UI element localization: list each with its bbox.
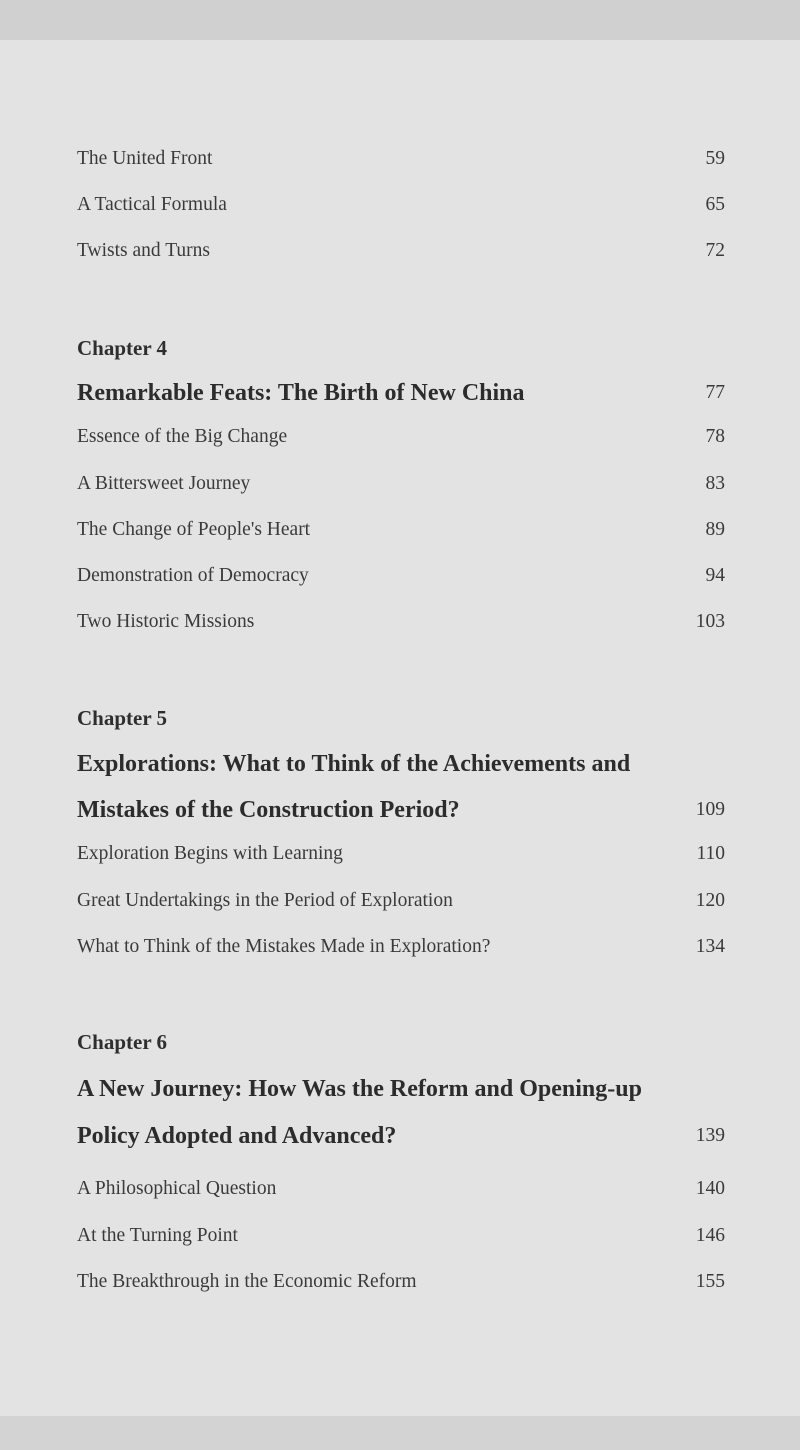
toc-entry-page: 155 [695,1271,725,1292]
toc-entry-title: The Breakthrough in the Economic Reform [77,1271,417,1292]
toc-entry-title: Two Historic Missions [77,611,255,632]
page-bottom-edge [0,1416,800,1450]
toc-row [77,240,725,274]
toc-entry-page: 83 [705,473,725,494]
toc-entry-page: 59 [705,148,725,169]
page-top-edge [0,0,800,40]
chapter-6-title-line2: Policy Adopted and Advanced? [77,1123,397,1149]
toc-row [77,1225,725,1259]
toc-row [77,1178,725,1212]
toc-row [77,1271,725,1305]
toc-entry-title: A Bittersweet Journey [77,473,251,494]
toc-row [77,473,725,507]
chapter-4-title: Remarkable Feats: The Birth of New China [77,380,525,406]
chapter-4-page: 77 [705,382,725,403]
chapter-5-label: Chapter 5 [77,706,168,730]
toc-entry-page: 146 [695,1225,725,1246]
toc-row [77,194,725,228]
toc-row [77,148,725,182]
chapter-6-label: Chapter 6 [77,1030,168,1054]
toc-entry-title: Essence of the Big Change [77,426,288,447]
toc-entry-page: 140 [695,1178,725,1199]
chapter-6-title-line1: A New Journey: How Was the Reform and Opening-up [77,1076,642,1102]
toc-row [77,843,725,877]
toc-row [77,936,725,970]
toc-entry-page: 72 [705,240,725,261]
chapter-5-page: 109 [695,799,725,820]
toc-entry-title: The United Front [77,148,213,169]
toc-row [77,519,725,553]
toc-entry-title: At the Turning Point [77,1225,238,1246]
chapter-5-title-line2: Mistakes of the Construction Period? [77,797,460,823]
toc-row [77,426,725,460]
toc-entry-title: Twists and Turns [77,240,211,261]
toc-entry-page: 120 [695,890,725,911]
toc-entry-page: 110 [696,843,725,864]
chapter-6-title-row [77,1123,725,1150]
toc-entry-page: 94 [705,565,725,586]
toc-row [77,565,725,599]
chapter-5-title-row [77,797,725,824]
toc-entry-page: 103 [695,611,725,632]
toc-entry-title: Demonstration of Democracy [77,565,309,586]
toc-row [77,890,725,924]
toc-entry-title: A Philosophical Question [77,1178,277,1199]
toc-entry-title: What to Think of the Mistakes Made in Exploration? [77,936,491,957]
toc-entry-title: A Tactical Formula [77,194,227,215]
toc-row [77,611,725,645]
toc-entry-page: 134 [695,936,725,957]
toc-entry-page: 65 [705,194,725,215]
chapter-6-page: 139 [695,1125,725,1146]
toc-entry-page: 78 [705,426,725,447]
chapter-4-title-row [77,380,725,407]
chapter-5-title-line1: Explorations: What to Think of the Achievements and [77,751,631,777]
toc-entry-title: Exploration Begins with Learning [77,843,343,864]
toc-entry-page: 89 [705,519,725,540]
chapter-4-label: Chapter 4 [77,336,168,360]
toc-entry-title: The Change of People's Heart [77,519,311,540]
toc-entry-title: Great Undertakings in the Period of Exploration [77,890,453,911]
